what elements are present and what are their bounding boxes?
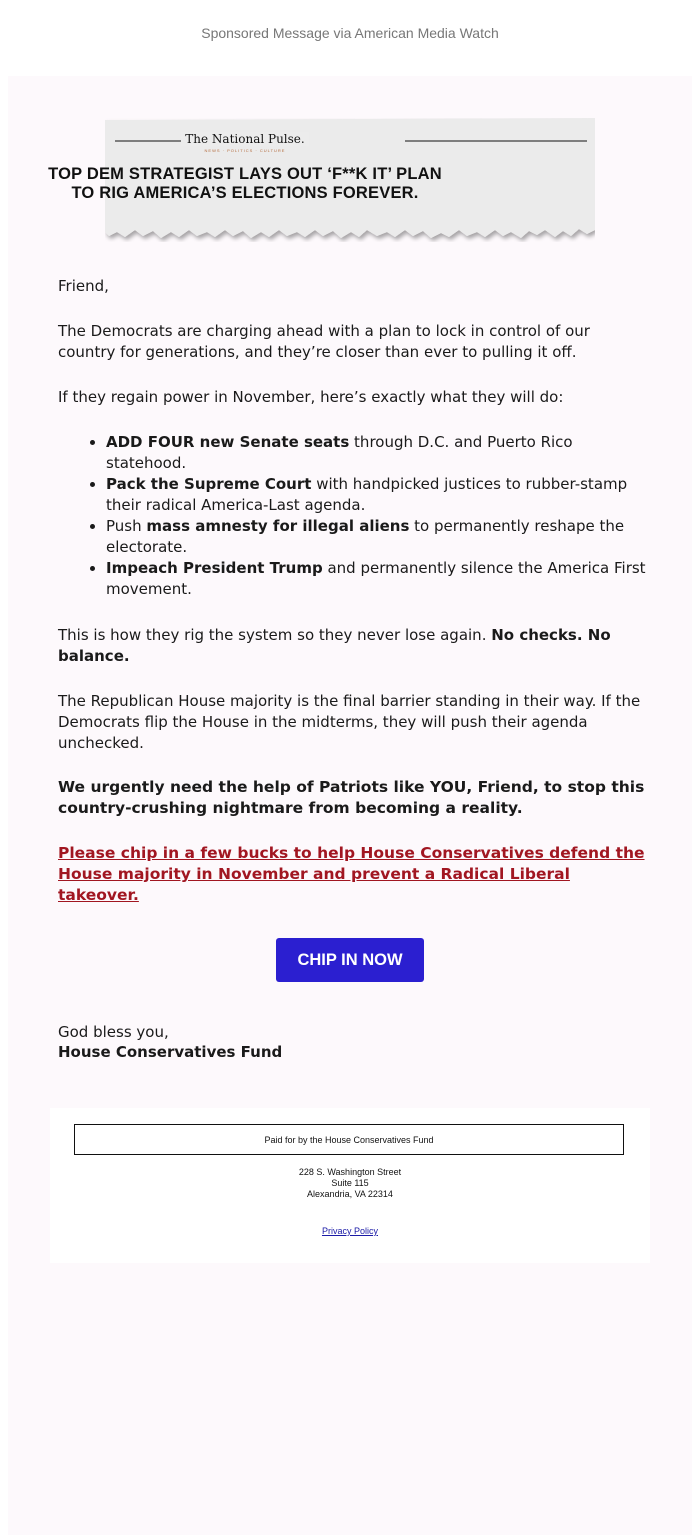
address-line-3: Alexandria, VA 22314 (307, 1189, 393, 1199)
signoff: God bless you, (58, 1023, 169, 1041)
list-item-text: through D.C. and Puerto Rico statehood. (106, 433, 573, 472)
list-item (106, 516, 648, 558)
list-item-text: with handpicked justices to rubber-stamp their radical America-Last agenda. (106, 475, 628, 514)
list-item (106, 558, 648, 600)
headline-line-2: TO RIG AMERICA’S ELECTIONS FOREVER. (71, 184, 419, 202)
address-line-1: 228 S. Washington Street (298, 1167, 402, 1177)
signature: House Conservatives Fund (58, 1043, 283, 1061)
list-item-bold: Impeach President Trump (106, 559, 323, 577)
donate-link[interactable]: Please chip in a few bucks to help House Conservatives defend the House majority in November and prevent a Radical Liberal takeover. (58, 844, 645, 904)
list-item-text: to permanently reshape the electorate. (106, 517, 625, 556)
paragraph-3-bold: No checks. No balance. (58, 626, 611, 665)
list-item (106, 474, 648, 516)
privacy-policy-link[interactable]: Privacy Policy (321, 1226, 378, 1236)
headline-line-1: TOP DEM STRATEGIST LAYS OUT ‘F**K IT’ PLAN (48, 165, 442, 183)
greeting: Friend, (58, 277, 109, 295)
paragraph-3-text: This is how they rig the system so they never lose again. (58, 626, 492, 644)
agenda-list (58, 432, 648, 600)
paragraph-4: The Republican House majority is the final barrier standing in their way. If the Democrats flip the House in the midterms, they will push their agenda unchecked. (58, 692, 641, 752)
list-item-text: Push (106, 517, 147, 535)
paid-for-disclaimer: Paid for by the House Conservatives Fund (74, 1124, 624, 1155)
footer (50, 1108, 650, 1263)
publication-name: The National Pulse. (0, 132, 490, 146)
list-item-bold: mass amnesty for illegal aliens (146, 517, 410, 535)
list-item-bold: Pack the Supreme Court (106, 475, 312, 493)
address-line-2: Suite 115 (331, 1178, 369, 1188)
publication-tagline: NEWS · POLITICS · CULTURE (204, 148, 286, 153)
list-item (106, 432, 648, 474)
paragraph-1: The Democrats are charging ahead with a plan to lock in control of our country for generations, and they’re closer than ever to pulling it off. (58, 322, 590, 361)
clipping-headline (0, 165, 490, 203)
sponsor-line: Sponsored Message via American Media Watch (201, 25, 499, 41)
paragraph-2: If they regain power in November, here’s exactly what they will do: (58, 388, 564, 406)
list-item-bold: ADD FOUR new Senate seats (106, 433, 350, 451)
paragraph-3 (58, 625, 648, 667)
chip-in-button[interactable]: CHIP IN NOW (276, 938, 424, 982)
paragraph-5: We urgently need the help of Patriots like YOU, Friend, to stop this country-crushing nightmare from becoming a reality. (58, 778, 645, 817)
list-item-text: and permanently silence the America First movement. (106, 559, 646, 598)
